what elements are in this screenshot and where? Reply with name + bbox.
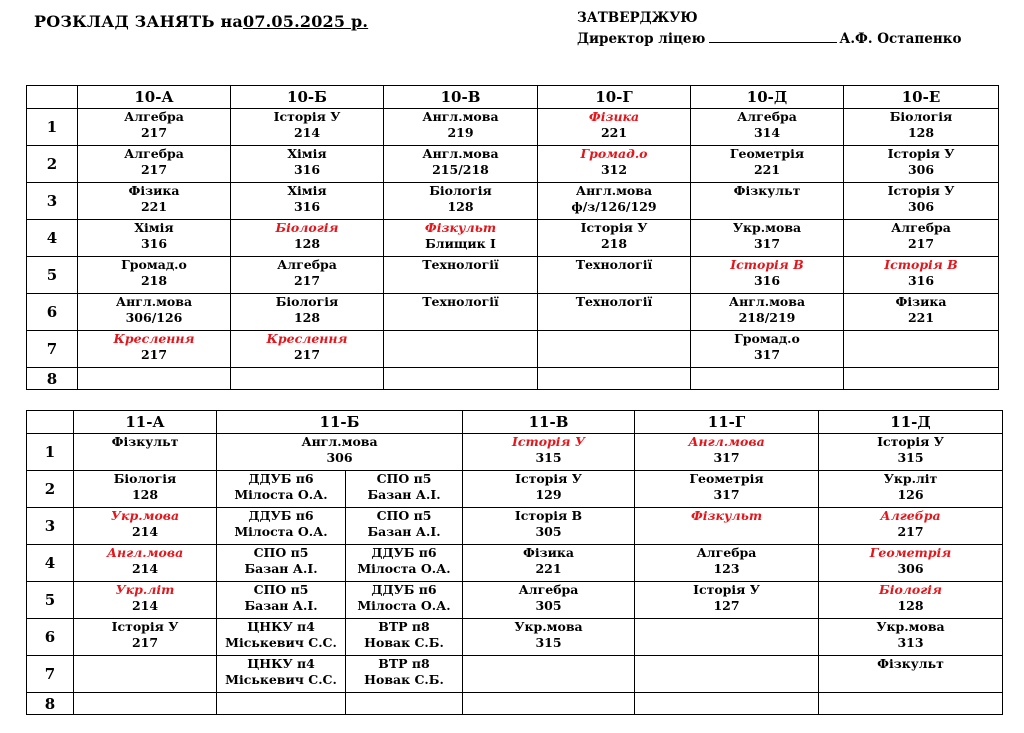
room-text: 218 <box>600 236 628 251</box>
lesson-cell <box>691 368 844 390</box>
room-text: ф/з/126/129 <box>571 199 657 214</box>
subject-text: Укр.літ <box>883 471 938 486</box>
lesson-cell <box>844 257 999 294</box>
room-text: Мілоста О.А. <box>357 561 451 576</box>
group-cell <box>217 656 346 693</box>
schedule-date: 07.05.2025 р. <box>243 12 369 31</box>
table-row <box>27 582 1003 619</box>
room-text: 305 <box>535 524 562 539</box>
lesson-cell <box>74 582 217 619</box>
room-text: 317 <box>713 450 740 465</box>
group-cell <box>346 582 463 619</box>
class-header: 11-В <box>463 411 635 434</box>
class-header: 11-Б <box>217 411 463 434</box>
subject-text: Англ.мова <box>106 545 184 560</box>
lesson-cell <box>538 294 691 331</box>
lesson-cell <box>635 656 819 693</box>
subject-text: СПО п5 <box>253 545 309 560</box>
room-text: 316 <box>907 273 935 288</box>
room-text: Базан А.І. <box>244 561 318 576</box>
subject-text: ВТР п8 <box>378 656 430 671</box>
subject-text: Англ.мова <box>688 434 765 449</box>
subject-text: Біологія <box>113 471 177 486</box>
class-header: 10-Г <box>538 86 691 109</box>
table-row <box>27 146 999 183</box>
subject-text: СПО п5 <box>376 508 432 523</box>
room-text: 312 <box>600 162 628 177</box>
lesson-cell <box>635 619 819 656</box>
lesson-number: 3 <box>27 508 74 545</box>
subject-text: Історія У <box>512 434 585 449</box>
room-text: Новак С.Б. <box>364 635 444 650</box>
room-text: 317 <box>713 487 740 502</box>
lesson-number: 6 <box>27 294 78 331</box>
room-text: 214 <box>131 598 159 613</box>
approve-label: ЗАТВЕРДЖУЮ <box>577 10 698 26</box>
lesson-cell <box>463 434 635 471</box>
subject-text: Укр.мова <box>110 508 180 523</box>
subject-text: Біологія <box>275 294 339 309</box>
header-row <box>27 411 1003 434</box>
subject-text: Алгебра <box>696 545 757 560</box>
room-text: 214 <box>131 561 159 576</box>
subject-text: Біологія <box>889 109 953 124</box>
lesson-cell <box>78 109 231 146</box>
lesson-cell <box>844 220 999 257</box>
title-text: РОЗКЛАД ЗАНЯТЬ на <box>34 12 243 31</box>
room-text: 127 <box>713 598 740 613</box>
class-header: 11-Д <box>819 411 1003 434</box>
subject-text: Укр.мова <box>876 619 945 634</box>
subject-text: Фізика <box>895 294 947 309</box>
subject-text: Історія В <box>514 508 583 523</box>
class-header: 11-Г <box>635 411 819 434</box>
lesson-cell <box>463 582 635 619</box>
table-row <box>27 331 999 368</box>
director-line <box>577 29 961 50</box>
room-text: 315 <box>897 450 924 465</box>
room-text: 219 <box>447 125 474 140</box>
corner-cell <box>27 86 78 109</box>
subject-text: Алгебра <box>891 220 951 235</box>
subject-text: Фізкульт <box>733 183 801 198</box>
subject-text: Фізкульт <box>111 434 179 449</box>
group-cell <box>217 619 346 656</box>
lesson-number: 2 <box>27 471 74 508</box>
subject-text: Англ.мова <box>422 146 499 161</box>
lesson-cell <box>844 331 999 368</box>
room-text: 215/218 <box>432 162 489 177</box>
subject-text: ДДУБ п6 <box>248 471 314 486</box>
subject-text: Історія В <box>730 257 804 272</box>
lesson-cell <box>384 331 538 368</box>
room-text: 128 <box>897 598 924 613</box>
subject-text: ДДУБ п6 <box>371 545 437 560</box>
subject-text: Біологія <box>429 183 492 198</box>
room-text: 316 <box>753 273 781 288</box>
room-text: 129 <box>535 487 562 502</box>
group-cell <box>217 545 346 582</box>
lesson-cell <box>74 545 217 582</box>
room-text: Базан А.І. <box>367 524 441 539</box>
lesson-number: 2 <box>27 146 78 183</box>
approval-block <box>577 8 961 50</box>
subject-text: Укр.мова <box>732 220 802 235</box>
room-text: 217 <box>897 524 924 539</box>
lesson-number: 4 <box>27 545 74 582</box>
lesson-cell <box>463 471 635 508</box>
subject-text: Фізика <box>128 183 180 198</box>
lesson-cell <box>819 693 1003 715</box>
lesson-number: 8 <box>27 368 78 390</box>
lesson-number: 3 <box>27 183 78 220</box>
subject-text: Алгебра <box>518 582 579 597</box>
subject-text: Історія У <box>580 220 648 235</box>
lesson-number: 1 <box>27 109 78 146</box>
lesson-cell <box>74 434 217 471</box>
subject-text: ДДУБ п6 <box>371 582 437 597</box>
lesson-cell <box>691 220 844 257</box>
lesson-cell <box>463 619 635 656</box>
lesson-cell <box>635 545 819 582</box>
subject-text: Алгебра <box>124 146 184 161</box>
subject-text: Англ.мова <box>115 294 193 309</box>
lesson-cell <box>538 109 691 146</box>
group-cell <box>346 471 463 508</box>
subject-text: Англ.мова <box>728 294 806 309</box>
lesson-cell <box>819 619 1003 656</box>
lesson-cell <box>538 146 691 183</box>
subject-text: ДДУБ п6 <box>248 508 314 523</box>
lesson-cell <box>844 294 999 331</box>
group-cell <box>217 508 346 545</box>
room-text: 217 <box>140 347 168 362</box>
table-row <box>27 434 1003 471</box>
subject-text: ВТР п8 <box>378 619 430 634</box>
table-row <box>27 656 1003 693</box>
lesson-number: 4 <box>27 220 78 257</box>
room-text: 221 <box>907 310 935 325</box>
lesson-number: 5 <box>27 582 74 619</box>
room-text: 128 <box>907 125 935 140</box>
room-text: 315 <box>535 635 562 650</box>
lesson-cell <box>231 257 384 294</box>
subject-text: Алгебра <box>277 257 337 272</box>
lesson-cell <box>635 434 819 471</box>
lesson-cell <box>635 693 819 715</box>
room-text: 217 <box>140 125 168 140</box>
lesson-cell <box>635 508 819 545</box>
room-text: Мілоста О.А. <box>357 598 451 613</box>
room-text: 306 <box>897 561 924 576</box>
room-text: 317 <box>753 236 781 251</box>
room-text: 217 <box>293 273 321 288</box>
room-text: Мілоста О.А. <box>234 524 328 539</box>
room-text: Міськевич С.С. <box>225 635 337 650</box>
lesson-cell <box>78 257 231 294</box>
table-row <box>27 619 1003 656</box>
lesson-cell <box>819 434 1003 471</box>
room-text: 123 <box>713 561 740 576</box>
subject-text: Англ.мова <box>301 434 378 449</box>
lesson-cell <box>819 545 1003 582</box>
lesson-cell <box>384 183 538 220</box>
lesson-cell <box>384 146 538 183</box>
lesson-number: 7 <box>27 331 78 368</box>
room-text: 221 <box>535 561 562 576</box>
subject-text: Геометрія <box>869 545 952 560</box>
subject-text: Креслення <box>113 331 195 346</box>
schedule-table-10 <box>26 85 999 390</box>
room-text: Мілоста О.А. <box>234 487 328 502</box>
table-row <box>27 508 1003 545</box>
lesson-cell <box>78 146 231 183</box>
page-title <box>34 12 368 31</box>
lesson-cell <box>538 220 691 257</box>
lesson-cell <box>384 294 538 331</box>
lesson-cell <box>463 508 635 545</box>
subject-text: Технології <box>422 294 499 309</box>
lesson-cell <box>844 368 999 390</box>
lesson-cell <box>691 183 844 220</box>
lesson-cell <box>231 368 384 390</box>
room-text: 214 <box>131 524 159 539</box>
group-cell <box>217 693 346 715</box>
lesson-cell <box>463 693 635 715</box>
group-cell <box>217 582 346 619</box>
lesson-cell <box>231 294 384 331</box>
subject-text: Фізкульт <box>424 220 497 235</box>
lesson-cell <box>78 294 231 331</box>
subject-text: Алгебра <box>737 109 797 124</box>
room-text: 217 <box>131 635 159 650</box>
lesson-number: 1 <box>27 434 74 471</box>
subject-text: Історія У <box>273 109 341 124</box>
lesson-cell <box>691 331 844 368</box>
lesson-cell <box>538 331 691 368</box>
room-text: 316 <box>140 236 168 251</box>
room-text: 305 <box>535 598 562 613</box>
lesson-cell <box>78 368 231 390</box>
subject-text: Фізика <box>588 109 640 124</box>
subject-text: ЦНКУ п4 <box>247 656 315 671</box>
lesson-cell <box>78 220 231 257</box>
room-text: 316 <box>293 162 321 177</box>
subject-text: СПО п5 <box>253 582 309 597</box>
room-text: 306 <box>907 199 935 214</box>
room-text: 314 <box>753 125 781 140</box>
room-text: 306 <box>907 162 935 177</box>
signature-line <box>709 30 837 43</box>
lesson-cell <box>819 656 1003 693</box>
header-row <box>27 86 999 109</box>
room-text: 306 <box>326 450 353 465</box>
room-text: 128 <box>447 199 474 214</box>
subject-text: Фізкульт <box>877 656 944 671</box>
schedule-table-11 <box>26 410 1003 715</box>
table-row <box>27 693 1003 715</box>
director-name: А.Ф. Остапенко <box>839 31 962 47</box>
subject-text: Громад.о <box>734 331 800 346</box>
lesson-cell <box>819 582 1003 619</box>
lesson-cell <box>384 109 538 146</box>
subject-text: Фізкульт <box>690 508 763 523</box>
room-text: Базан А.І. <box>367 487 441 502</box>
room-text: 317 <box>753 347 781 362</box>
room-text: 221 <box>753 162 781 177</box>
lesson-number: 8 <box>27 693 74 715</box>
room-text: 313 <box>897 635 924 650</box>
room-text: 306/126 <box>125 310 183 325</box>
lesson-number: 7 <box>27 656 74 693</box>
subject-text: Хімія <box>287 183 327 198</box>
lesson-cell <box>691 109 844 146</box>
room-text: 217 <box>140 162 168 177</box>
lesson-cell <box>384 257 538 294</box>
group-cell <box>346 656 463 693</box>
class-header: 10-А <box>78 86 231 109</box>
group-cell <box>346 693 463 715</box>
subject-text: Укр.літ <box>115 582 175 597</box>
subject-text: Технології <box>422 257 499 272</box>
group-cell <box>346 508 463 545</box>
room-text: Блищик І <box>425 236 496 251</box>
lesson-cell <box>691 146 844 183</box>
room-text: 126 <box>897 487 924 502</box>
room-text: 221 <box>600 125 628 140</box>
subject-text: Історія У <box>887 146 955 161</box>
lesson-number: 6 <box>27 619 74 656</box>
room-text: 128 <box>293 236 321 251</box>
subject-text: Технології <box>575 294 653 309</box>
room-text: Міськевич С.С. <box>225 672 337 687</box>
room-text: 218/219 <box>738 310 796 325</box>
room-text: 217 <box>907 236 935 251</box>
room-text: 315 <box>535 450 562 465</box>
subject-text: Громад.о <box>580 146 648 161</box>
subject-text: Історія В <box>884 257 958 272</box>
lesson-cell <box>78 183 231 220</box>
lesson-cell <box>635 471 819 508</box>
room-text: 214 <box>293 125 321 140</box>
subject-text: Біологія <box>879 582 942 597</box>
subject-text: Історія У <box>515 471 582 486</box>
director-label: Директор ліцею <box>577 31 706 47</box>
subject-text: Англ.мова <box>422 109 499 124</box>
subject-text: Громад.о <box>121 257 187 272</box>
lesson-cell <box>844 146 999 183</box>
subject-text: Алгебра <box>880 508 941 523</box>
table-row <box>27 471 1003 508</box>
lesson-cell <box>538 183 691 220</box>
lesson-cell <box>819 471 1003 508</box>
lesson-number: 5 <box>27 257 78 294</box>
table-row <box>27 183 999 220</box>
subject-text: Геометрія <box>729 146 805 161</box>
lesson-cell <box>819 508 1003 545</box>
subject-text: Креслення <box>266 331 348 346</box>
class-header: 10-Е <box>844 86 999 109</box>
room-text: 128 <box>293 310 321 325</box>
lesson-cell <box>74 693 217 715</box>
subject-text: Фізика <box>523 545 574 560</box>
room-text: Базан А.І. <box>244 598 318 613</box>
lesson-cell <box>384 220 538 257</box>
lesson-cell <box>231 109 384 146</box>
room-text: 221 <box>140 199 168 214</box>
class-header: 10-В <box>384 86 538 109</box>
lesson-cell <box>691 257 844 294</box>
lesson-cell <box>538 368 691 390</box>
group-cell <box>346 619 463 656</box>
lesson-cell <box>74 656 217 693</box>
subject-text: Хімія <box>287 146 327 161</box>
subject-text: Технології <box>575 257 653 272</box>
lesson-cell <box>384 368 538 390</box>
lesson-cell <box>231 220 384 257</box>
lesson-cell <box>231 331 384 368</box>
subject-text: Геометрія <box>689 471 764 486</box>
lesson-cell <box>231 183 384 220</box>
lesson-cell <box>844 109 999 146</box>
lesson-cell <box>217 434 463 471</box>
lesson-cell <box>231 146 384 183</box>
group-cell <box>217 471 346 508</box>
subject-text: Історія У <box>693 582 760 597</box>
table-row <box>27 220 999 257</box>
lesson-cell <box>74 508 217 545</box>
class-header: 11-А <box>74 411 217 434</box>
table-row <box>27 109 999 146</box>
corner-cell <box>27 411 74 434</box>
room-text: 316 <box>293 199 321 214</box>
table-row <box>27 545 1003 582</box>
group-cell <box>346 545 463 582</box>
subject-text: Історія У <box>877 434 944 449</box>
lesson-cell <box>463 545 635 582</box>
room-text: 217 <box>293 347 321 362</box>
table-row <box>27 368 999 390</box>
subject-text: Історія У <box>887 183 955 198</box>
lesson-cell <box>74 471 217 508</box>
table-row <box>27 257 999 294</box>
room-text: 218 <box>140 273 168 288</box>
room-text: Новак С.Б. <box>364 672 444 687</box>
subject-text: Алгебра <box>124 109 184 124</box>
lesson-cell <box>691 294 844 331</box>
lesson-cell <box>635 582 819 619</box>
lesson-cell <box>844 183 999 220</box>
subject-text: Хімія <box>134 220 174 235</box>
lesson-cell <box>78 331 231 368</box>
subject-text: Історія У <box>111 619 179 634</box>
subject-text: ЦНКУ п4 <box>247 619 315 634</box>
room-text: 128 <box>131 487 159 502</box>
class-header: 10-Д <box>691 86 844 109</box>
table-row <box>27 294 999 331</box>
subject-text: СПО п5 <box>376 471 432 486</box>
lesson-cell <box>74 619 217 656</box>
subject-text: Англ.мова <box>575 183 653 198</box>
lesson-cell <box>463 656 635 693</box>
subject-text: Біологія <box>275 220 339 235</box>
class-header: 10-Б <box>231 86 384 109</box>
subject-text: Укр.мова <box>514 619 583 634</box>
lesson-cell <box>538 257 691 294</box>
